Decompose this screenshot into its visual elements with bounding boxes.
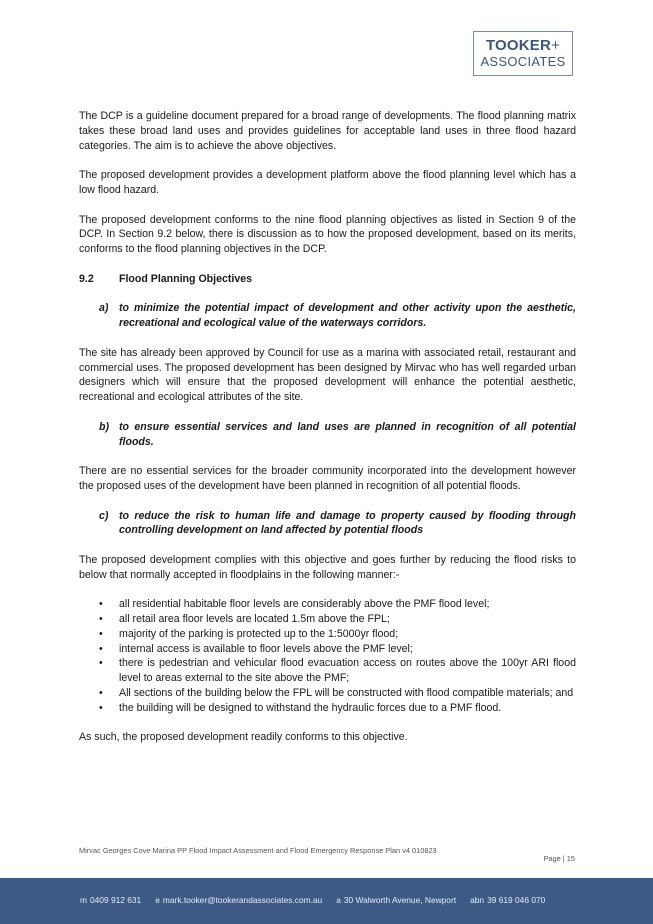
section-heading — [79, 272, 576, 287]
objective-letter: a) — [99, 302, 109, 315]
contact-mobile: m 0409 912 631 — [80, 895, 142, 905]
contact-abn: abn 39 619 046 070 — [470, 895, 546, 905]
contact-footer-bar — [0, 878, 653, 924]
bullet-icon: • — [99, 657, 103, 670]
document-body — [79, 109, 576, 760]
objective-a — [99, 301, 576, 331]
paragraph: There are no essential services for the broader community incorporated into the development however the proposed uses of the development have been planned in recognition of all potential floods. — [79, 465, 576, 492]
bullet-icon: • — [99, 598, 103, 611]
list-item: • all retail area floor levels are located 1.5m above the FPL; — [79, 612, 576, 627]
objective-text: to ensure essential services and land uses are planned in recognition of all potential floods. — [119, 420, 576, 448]
bullet-icon: • — [99, 701, 103, 714]
list-item: • All sections of the building below the FPL will be constructed with flood compatible materials; and — [79, 686, 576, 701]
objective-letter: b) — [99, 420, 109, 433]
logo-line2: ASSOCIATES — [480, 54, 566, 69]
paragraph: The proposed development conforms to the nine flood planning objectives as listed in Section 9 of the DCP. In Section 9.2 below, there is discussion as to how the proposed development, based on its merits, conforms to the flood planning objectives in the DCP. — [79, 213, 576, 256]
page-number: Page | 15 — [543, 854, 575, 863]
list-item: • majority of the parking is protected up to the 1:5000yr flood; — [79, 627, 576, 642]
contact-email: e mark.tooker@tookerandassociates.com.au — [155, 895, 323, 905]
list-item: • the building will be designed to withstand the hydraulic forces due to a PMF flood. — [79, 701, 576, 716]
paragraph: The proposed development provides a development platform above the flood planning level which has a low flood hazard. — [79, 169, 576, 196]
paragraph: The site has already been approved by Council for use as a marina with associated retail, restaurant and commercial uses. The proposed development has been designed by Mirvac who has well regarded urban designers which will ensure that the proposed development will enhance the potential aesthetic, recreational and ecological attributes of the site. — [79, 346, 576, 404]
bullet-icon: • — [99, 627, 103, 640]
objective-text: to minimize the potential impact of development and other activity upon the aesthetic, recreational and ecological value of the waterways corridors. — [119, 302, 576, 330]
company-logo — [473, 31, 573, 76]
logo-plus: + — [551, 37, 561, 54]
footer-document-title: Mirvac Georges Cove Marina PP Flood Impact Assessment and Flood Emergency Response Plan v4 010823 — [79, 846, 437, 855]
bullet-list — [79, 597, 576, 715]
objective-text: to reduce the risk to human life and damage to property caused by flooding through controlling development on land affected by potential floods — [119, 509, 576, 537]
list-item: • there is pedestrian and vehicular flood evacuation access on routes above the 100yr ARI flood level to areas external to the site above the PMF; — [79, 656, 576, 686]
contact-address: a 30 Walworth Avenue, Newport — [336, 895, 457, 905]
objective-c — [99, 509, 576, 539]
objective-letter: c) — [99, 509, 109, 522]
bullet-icon: • — [99, 687, 103, 700]
paragraph: The proposed development complies with this objective and goes further by reducing the flood risks to below that normally accepted in floodplains in the following manner:- — [79, 553, 576, 581]
paragraph: The DCP is a guideline document prepared for a broad range of developments. The flood planning matrix takes these broad land uses and provides guidelines for acceptable land uses in three flood hazard categories. The aim is to achieve the above objectives. — [79, 110, 576, 152]
objective-b — [99, 420, 576, 450]
list-item: • all residential habitable floor levels are considerably above the PMF flood level; — [79, 597, 576, 612]
closing-paragraph: As such, the proposed development readily conforms to this objective. — [79, 731, 408, 744]
bullet-icon: • — [99, 642, 103, 655]
list-item: • internal access is available to floor levels above the PMF level; — [79, 642, 576, 657]
section-title: Flood Planning Objectives — [119, 272, 253, 285]
logo-line1: TOOKER — [485, 37, 552, 54]
section-number: 9.2 — [79, 272, 94, 285]
bullet-icon: • — [99, 613, 103, 626]
